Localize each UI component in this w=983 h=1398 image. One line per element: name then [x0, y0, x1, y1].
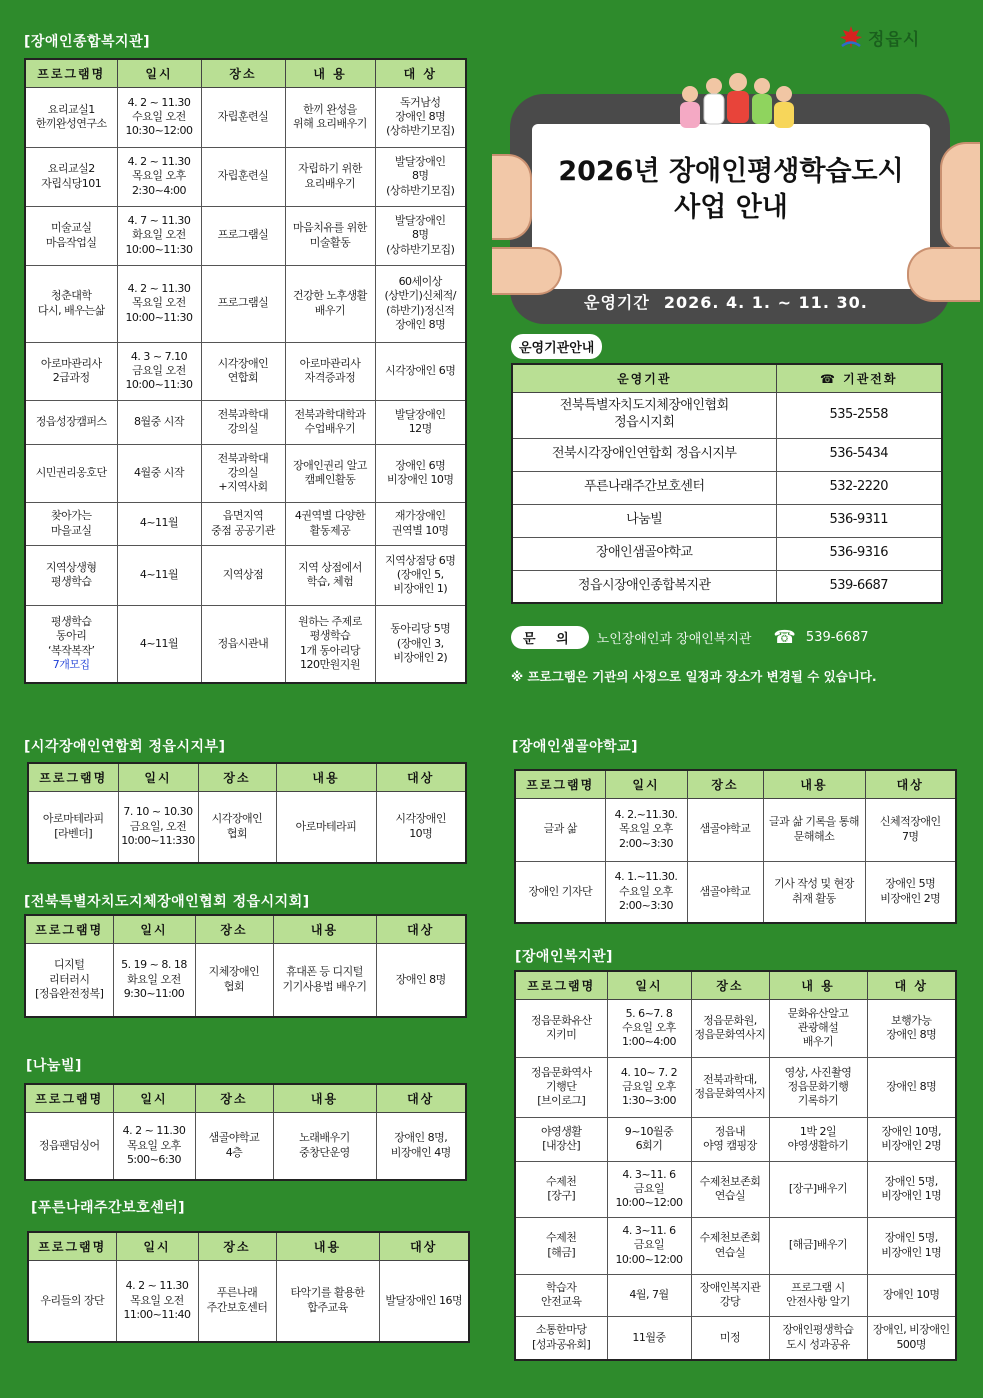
table-cell: 정읍문화원, 정읍문화역사지 [691, 999, 769, 1057]
table-cell: 시각장애인 협회 [198, 791, 276, 863]
table-cell: 읍면지역 중점 공공기관 [201, 502, 285, 545]
table-cell: 프로그램실 [201, 265, 285, 342]
table-cell: 수제천보존회 연습실 [691, 1161, 769, 1217]
column-header: 대상 [376, 1084, 466, 1112]
phone-icon: ☎ [773, 627, 796, 648]
table-row [512, 570, 942, 603]
table-row [28, 791, 466, 863]
table-cell: 아로마관리사 2급과정 [25, 342, 117, 400]
table-cell: 정읍팬덤싱어 [25, 1112, 113, 1180]
column-header: 장소 [198, 763, 276, 791]
table-cell: 찾아가는 마을교실 [25, 502, 117, 545]
column-header: 일시 [605, 770, 687, 798]
table-cell: 4. 3 ~ 7.10 금요일 오전 10:00~11:30 [117, 342, 201, 400]
table-cell: 수제천보존회 연습실 [691, 1217, 769, 1274]
table-cell: 539-6687 [776, 570, 942, 603]
column-header: 일시 [113, 915, 195, 943]
table-cell: 발달장애인 12명 [375, 400, 466, 444]
table-cell: 원하는 주제로 평생학습 1개 동아리당 120만원지원 [285, 605, 375, 683]
table-cell: 미정 [691, 1316, 769, 1360]
table-cell: 4. 2 ~ 11.30 목요일 오후 2:30~4:00 [117, 147, 201, 206]
table-cell: 휴대폰 등 디지털 기기사용법 배우기 [273, 943, 376, 1017]
table-cell: 야영생활 [내장산] [515, 1117, 607, 1161]
table-cell: 시각장애인 연합회 [201, 342, 285, 400]
table-cell: 동아리당 5명 (장애인 3, 비장애인 2) [375, 605, 466, 683]
column-header: 내 용 [769, 971, 867, 999]
table-row [25, 147, 466, 206]
table-row [25, 1112, 466, 1180]
table-cell: 정읍문화역사 기행단 [브이로그] [515, 1057, 607, 1117]
table-row [25, 206, 466, 265]
table-cell: 5. 6~7. 8 수요일 오후 1:00~4:00 [607, 999, 691, 1057]
table-cell: 재가장애인 권역별 10명 [375, 502, 466, 545]
table-cell: 지역상점 [201, 545, 285, 605]
column-header: 일시 [113, 1084, 195, 1112]
table-cell: 장애인 기자단 [515, 861, 605, 923]
table-cell: 소통한마당 [성과공유회] [515, 1316, 607, 1360]
table-cell: 536-9311 [776, 504, 942, 537]
table-row [25, 87, 466, 147]
table-cell: 4. 3~11. 6 금요일 10:00~12:00 [607, 1161, 691, 1217]
table-cell: 4~11월 [117, 545, 201, 605]
table-cell: 청춘대학 다시, 배우는삶 [25, 265, 117, 342]
table-cell: 지역상점당 6명 (장애인 5, 비장애인 1) [375, 545, 466, 605]
column-header: 프로그램명 [25, 1084, 113, 1112]
table-cell: 5. 19 ~ 8. 18 화요일 오전 9:30~11:00 [113, 943, 195, 1017]
table-cell: 마음치유를 위한 미술활동 [285, 206, 375, 265]
table-cell: 장애인권리 알고 캠페인활동 [285, 444, 375, 502]
welfare-center-table [24, 58, 467, 684]
table-cell: 4월, 7월 [607, 1274, 691, 1316]
phone-icon: ☎ [819, 371, 837, 386]
disability-welfare-table [514, 970, 957, 1361]
table-cell: 샘골야학교 [687, 861, 763, 923]
section-title-welfare-center: [장애인종합복지관] [24, 34, 150, 50]
table-row [512, 537, 942, 570]
column-header: 일시 [118, 763, 198, 791]
logo-text: 정읍시 [868, 29, 921, 50]
night-school-table [514, 769, 957, 924]
table-cell: 4. 2 ~ 11.30 목요일 오전 11:00~11:40 [116, 1260, 198, 1342]
column-header: 일시 [116, 1232, 198, 1260]
table-cell: 장애인, 비장애인 500명 [867, 1316, 956, 1360]
column-header: 대상 [376, 763, 466, 791]
table-cell: 4~11월 [117, 605, 201, 683]
table-cell: 나눔빌 [512, 504, 776, 537]
table-row [512, 471, 942, 504]
people-illustration [672, 72, 802, 152]
hero-phone-illustration [492, 72, 980, 322]
column-header: 장소 [691, 971, 769, 999]
table-cell: 평생학습 동아리 ‘복작복작’ 7개모집 [25, 605, 117, 683]
header-phone: ☎ 기관전화 [776, 364, 942, 392]
column-header: 내용 [276, 763, 376, 791]
table-row [515, 1161, 956, 1217]
table-cell: 영상, 사진촬영 정읍문화기행 기록하기 [769, 1057, 867, 1117]
column-header: 장소 [687, 770, 763, 798]
table-cell: 건강한 노후생활 배우기 [285, 265, 375, 342]
table-cell: 시각장애인 10명 [376, 791, 466, 863]
table-cell: 4. 2 ~ 11.30 수요일 오전 10:30~12:00 [117, 87, 201, 147]
column-header: 내용 [276, 1232, 379, 1260]
table-cell: 4권역별 다양한 활동제공 [285, 502, 375, 545]
table-cell: 장애인샘골야학교 [512, 537, 776, 570]
table-cell: 우리들의 장단 [28, 1260, 116, 1342]
table-cell: 11월중 [607, 1316, 691, 1360]
column-header: 내용 [763, 770, 865, 798]
column-header: 대상 [379, 1232, 469, 1260]
table-cell: 4. 2 ~ 11.30 목요일 오후 5:00~6:30 [113, 1112, 195, 1180]
table-row [25, 400, 466, 444]
table-cell: 4. 7 ~ 11.30 화요일 오전 10:00~11:30 [117, 206, 201, 265]
table-cell: 4. 10~ 7. 2 금요일 오후 1:30~3:00 [607, 1057, 691, 1117]
table-cell: 4. 2.~11.30. 목요일 오후 2:00~3:30 [605, 798, 687, 861]
column-header: 대상 [376, 915, 466, 943]
table-cell: 한끼 완성을 위해 요리배우기 [285, 87, 375, 147]
table-cell: 프로그램실 [201, 206, 285, 265]
table-cell: [해금]배우기 [769, 1217, 867, 1274]
table-cell: 수제천 [해금] [515, 1217, 607, 1274]
table-cell: 7. 10 ~ 10.30 금요일, 오전 10:00~11:330 [118, 791, 198, 863]
table-cell: 발달장애인 8명 (상하반기모집) [375, 206, 466, 265]
table-cell: 장애인 6명 비장애인 10명 [375, 444, 466, 502]
table-cell: 정읍시장애인종합복지관 [512, 570, 776, 603]
column-header: 내 용 [285, 59, 375, 87]
table-row [25, 342, 466, 400]
table-cell: 장애인 5명, 비장애인 1명 [867, 1161, 956, 1217]
column-header: 장소 [195, 1084, 273, 1112]
table-cell: 전북특별자치도지체장애인협회 정읍시지회 [512, 392, 776, 438]
table-cell: 전북과학대 강의실 [201, 400, 285, 444]
table-row [25, 605, 466, 683]
column-header: 장소 [195, 915, 273, 943]
agency-contact-table [511, 363, 943, 604]
column-header: 대 상 [867, 971, 956, 999]
table-row [515, 1274, 956, 1316]
section-title-nanumvill: [나눔빌] [26, 1058, 82, 1074]
table-cell: 프로그램 시 안전사항 알기 [769, 1274, 867, 1316]
table-row [515, 1217, 956, 1274]
table-cell: 532-2220 [776, 471, 942, 504]
table-cell: 푸른나래 주간보호센터 [198, 1260, 276, 1342]
table-row [512, 504, 942, 537]
inquiry-label: 문 의 [511, 626, 589, 649]
column-header: 프로그램명 [515, 770, 605, 798]
table-cell: 장애인 8명 [376, 943, 466, 1017]
schedule-change-note: ※ 프로그램은 기관의 사정으로 일정과 장소가 변경될 수 있습니다. [511, 669, 877, 684]
table-cell: 수제천 [장구] [515, 1161, 607, 1217]
table-cell: 시민권리옹호단 [25, 444, 117, 502]
table-cell: 푸른나래주간보호센터 [512, 471, 776, 504]
inquiry-line [511, 626, 869, 649]
table-cell: 1박 2일 야영생활하기 [769, 1117, 867, 1161]
table-cell: 노래배우기 중창단운영 [273, 1112, 376, 1180]
table-cell: 4월중 시작 [117, 444, 201, 502]
table-cell: 발달장애인 16명 [379, 1260, 469, 1342]
table-cell: 9~10월중 6회기 [607, 1117, 691, 1161]
table-row [515, 999, 956, 1057]
table-cell: 시각장애인 6명 [375, 342, 466, 400]
table-cell: 정읍시관내 [201, 605, 285, 683]
header-agency: 운영기관 [512, 364, 776, 392]
table-row [515, 798, 956, 861]
table-cell: 전북시각장애인연합회 정읍시지부 [512, 438, 776, 471]
table-row [512, 392, 942, 438]
table-cell: 전북과학대학과 수업배우기 [285, 400, 375, 444]
table-cell: 장애인 8명 [867, 1057, 956, 1117]
table-row [25, 444, 466, 502]
table-cell: 기사 작성 및 현장 취재 활동 [763, 861, 865, 923]
table-row [515, 1117, 956, 1161]
column-header: 내용 [273, 915, 376, 943]
column-header: 프로그램명 [28, 763, 118, 791]
table-cell: 60세이상 (상반기)신체적/ (하반기)정신적 장애인 8명 [375, 265, 466, 342]
table-cell: 샘골야학교 4층 [195, 1112, 273, 1180]
purunnarae-table [27, 1231, 470, 1343]
column-header: 일시 [607, 971, 691, 999]
table-cell: 미술교실 마음작업실 [25, 206, 117, 265]
inquiry-phone: 539-6687 [805, 630, 869, 645]
table-cell: 4~11월 [117, 502, 201, 545]
column-header: 일시 [117, 59, 201, 87]
table-cell: 정읍성장캠퍼스 [25, 400, 117, 444]
table-cell: 학습자 안전교육 [515, 1274, 607, 1316]
table-cell: [장구]배우기 [769, 1161, 867, 1217]
nanumvill-table [24, 1083, 467, 1181]
column-header: 프로그램명 [515, 971, 607, 999]
table-cell: 독거남성 장애인 8명 (상하반기모집) [375, 87, 466, 147]
table-cell: 보행가능 장애인 8명 [867, 999, 956, 1057]
table-row [515, 861, 956, 923]
table-cell: 장애인평생학습 도시 성과공유 [769, 1316, 867, 1360]
table-cell: 지역상생형 평생학습 [25, 545, 117, 605]
table-cell: 디지털 리터러시 [정읍완전정복] [25, 943, 113, 1017]
table-cell: 샘골야학교 [687, 798, 763, 861]
physical-association-table [24, 914, 467, 1018]
column-header: 장소 [201, 59, 285, 87]
table-cell: 자립하기 위한 요리배우기 [285, 147, 375, 206]
table-cell: 자립훈련실 [201, 147, 285, 206]
column-header: 프로그램명 [25, 915, 113, 943]
table-cell: 535-2558 [776, 392, 942, 438]
table-cell: 4. 3~11. 6 금요일 10:00~12:00 [607, 1217, 691, 1274]
inquiry-department: 노인장애인과 장애인복지관 [596, 632, 752, 647]
table-row [515, 1057, 956, 1117]
table-cell: 8월중 시작 [117, 400, 201, 444]
table-cell: 전북과학대, 정읍문화역사지 [691, 1057, 769, 1117]
table-cell: 536-9316 [776, 537, 942, 570]
column-header: 프로그램명 [25, 59, 117, 87]
table-cell: 글과 삶 [515, 798, 605, 861]
table-row [28, 1260, 469, 1342]
table-cell: 글과 삶 기록을 통해 문해해소 [763, 798, 865, 861]
section-title-disability-welfare: [장애인복지관] [515, 949, 613, 965]
table-cell: 신체적장애인 7명 [865, 798, 956, 861]
table-cell: 요리교실2 자립식당101 [25, 147, 117, 206]
table-row [25, 943, 466, 1017]
table-cell: 정읍내 야영 캠핑장 [691, 1117, 769, 1161]
section-title-physical: [전북특별자치도지체장애인협회 정읍시지회] [24, 894, 310, 910]
table-cell: 지체장애인 협회 [195, 943, 273, 1017]
table-cell: 문화유산알고 관광해설 배우기 [769, 999, 867, 1057]
column-header: 내용 [273, 1084, 376, 1112]
section-title-visual: [시각장애인연합회 정읍시지부] [24, 739, 226, 755]
table-cell: 장애인 8명, 비장애인 4명 [376, 1112, 466, 1180]
table-cell: 장애인 5명, 비장애인 1명 [867, 1217, 956, 1274]
table-cell: 536-5434 [776, 438, 942, 471]
table-cell: 장애인 10명, 비장애인 2명 [867, 1117, 956, 1161]
table-cell: 발달장애인 8명 (상하반기모집) [375, 147, 466, 206]
column-header: 프로그램명 [28, 1232, 116, 1260]
table-row [515, 1316, 956, 1360]
table-cell: 장애인복지관 강당 [691, 1274, 769, 1316]
column-header: 대 상 [375, 59, 466, 87]
table-cell: 장애인 10명 [867, 1274, 956, 1316]
table-row [25, 265, 466, 342]
table-row [512, 438, 942, 471]
operating-period: 운영기간 2026. 4. 1. ~ 11. 30. [584, 293, 868, 312]
hero-title: 2026년 장애인평생학습도시 사업 안내 [558, 156, 904, 223]
column-header: 대상 [865, 770, 956, 798]
table-cell: 정읍문화유산 지키미 [515, 999, 607, 1057]
agency-info-pill: 운영기관안내 [511, 334, 602, 359]
visual-association-table [27, 762, 467, 864]
table-cell: 4. 1.~11.30. 수요일 오후 2:00~3:30 [605, 861, 687, 923]
table-cell: 타악기를 활용한 합주교육 [276, 1260, 379, 1342]
column-header: 장소 [198, 1232, 276, 1260]
table-cell: 4. 2 ~ 11.30 목요일 오전 10:00~11:30 [117, 265, 201, 342]
table-cell: 아로마관리사 자격증과정 [285, 342, 375, 400]
table-row [25, 502, 466, 545]
table-cell: 전북과학대 강의실 +지역사회 [201, 444, 285, 502]
city-logo [838, 24, 920, 50]
table-cell: 장애인 5명 비장애인 2명 [865, 861, 956, 923]
section-title-night-school: [장애인샘골야학교] [512, 739, 638, 755]
recruit-count: 7개모집 [52, 658, 90, 672]
table-cell: 지역 상점에서 학습, 체험 [285, 545, 375, 605]
table-cell: 요리교실1 한끼완성연구소 [25, 87, 117, 147]
section-title-purunnarae: [푸른나래주간보호센터] [31, 1200, 186, 1216]
table-cell: 아로마테라피 [276, 791, 376, 863]
table-cell: 아로마테라피 [라벤더] [28, 791, 118, 863]
table-row [25, 545, 466, 605]
maple-leaf-icon [838, 24, 864, 50]
table-cell: 자립훈련실 [201, 87, 285, 147]
